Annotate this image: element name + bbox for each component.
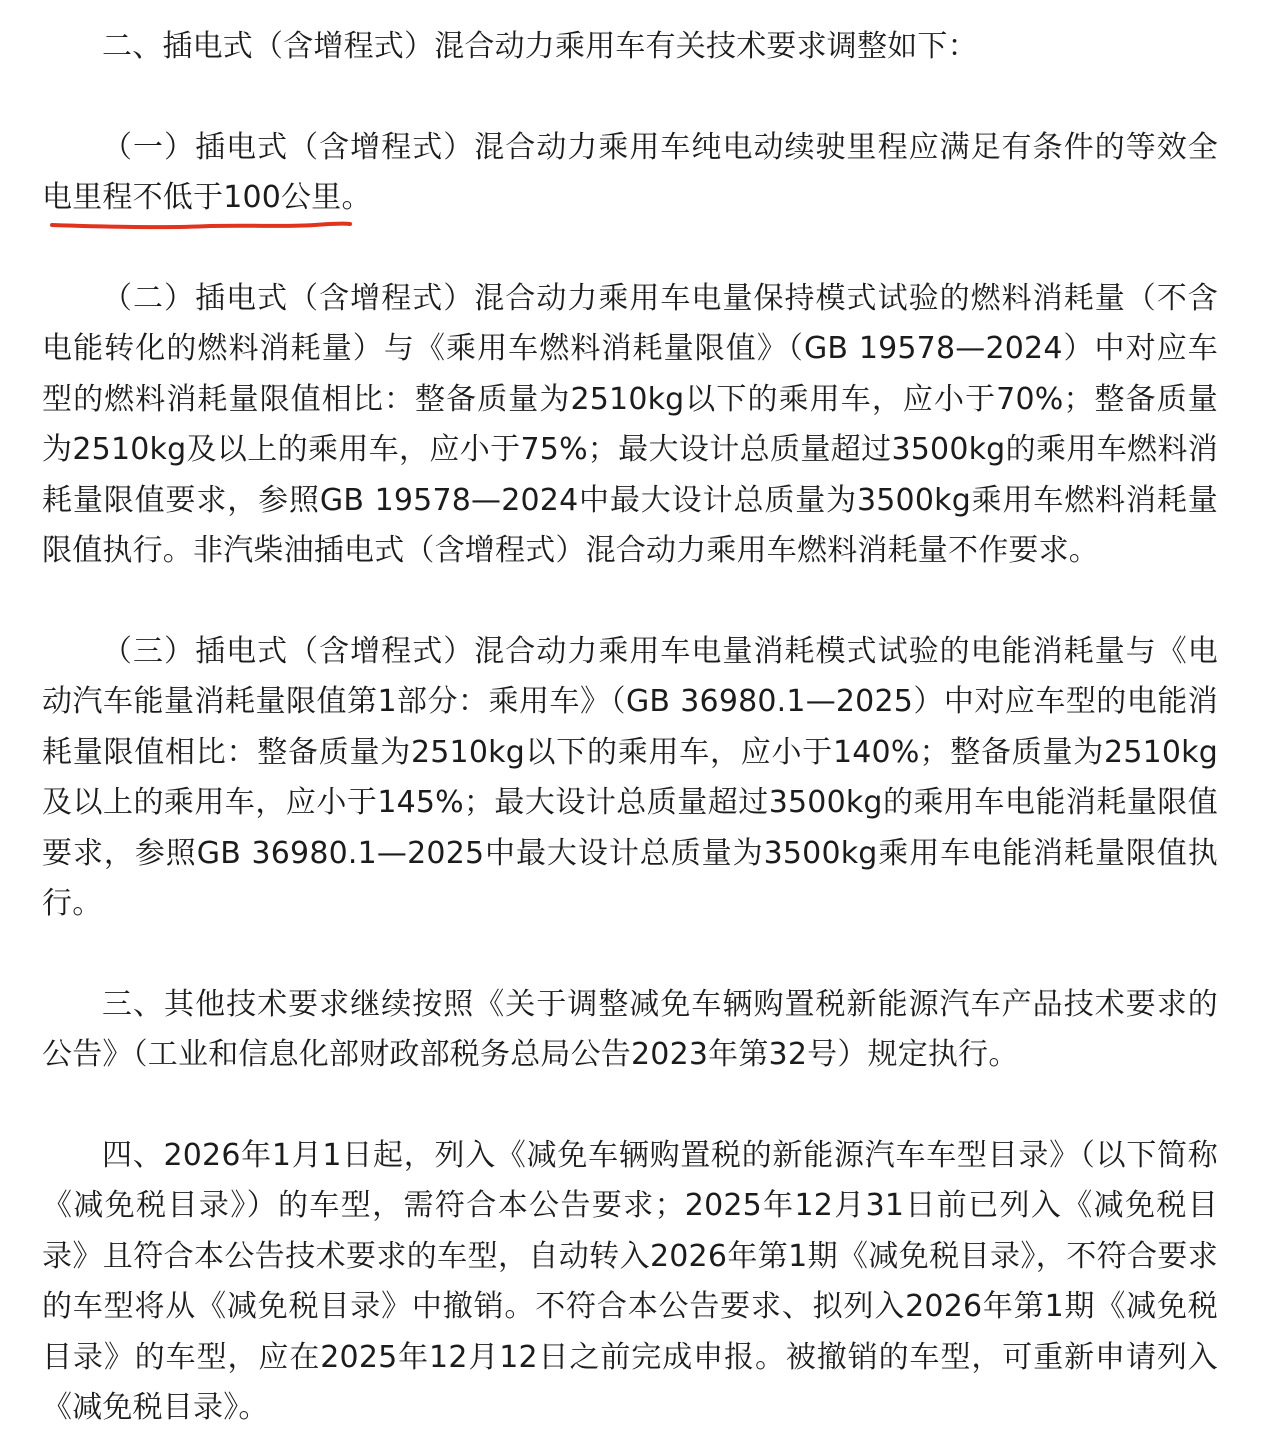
section-3: 三、其他技术要求继续按照《关于调整减免车辆购置税新能源汽车产品技术要求的公告》（工业和信息化部财政部税务总局公告2023年第32号）规定执行。 [42, 986, 1218, 1072]
document-body [42, 22, 1218, 1434]
section-2-heading: 二、插电式（含增程式）混合动力乘用车有关技术要求调整如下： [102, 29, 978, 64]
section-2-item-2: （二）插电式（含增程式）混合动力乘用车电量保持模式试验的燃料消耗量（不含电能转化的燃料消耗量）与《乘用车燃料消耗量限值》（GB 19578—2024）中对应车型的燃料消耗量限值相比：整备质量为2510kg以下的乘用车，应小于70%；整备质量为2510kg及以上的乘用车，应小于75%；最大设计总质量超过3500kg的乘用车燃料消耗量限值要求，参照GB 19578—2024中最大设计总质量为3500kg乘用车燃料消耗量限值执行。非汽柴油插电式（含增程式）混合动力乘用车燃料消耗量不作要求。 [42, 280, 1218, 568]
section-4: 四、2026年1月1日起，列入《减免车辆购置税的新能源汽车车型目录》（以下简称《减免税目录》）的车型，需符合本公告要求；2025年12月31日前已列入《减免税目录》且符合本公告技术要求的车型，自动转入2026年第1期《减免税目录》，不符合要求的车型将从《减免税目录》中撤销。不符合本公告要求、拟列入2026年第1期《减免税目录》的车型，应在2025年12月12日之前完成申报。被撤销的车型，可重新申请列入《减免税目录》。 [42, 1137, 1218, 1425]
section-2-item-1 [42, 123, 1218, 224]
section-2-item-1-text: （一）插电式（含增程式）混合动力乘用车纯电动续驶里程应满足有条件的等效全 [102, 129, 1218, 165]
highlighted-range-text: 电里程不低于100公里 [42, 180, 342, 215]
section-2-item-1-end: 。 [341, 180, 372, 215]
section-2-item-3: （三）插电式（含增程式）混合动力乘用车电量消耗模式试验的电能消耗量与《电动汽车能量消耗量限值第1部分：乘用车》（GB 36980.1—2025）中对应车型的电能消耗量限值相比：整备质量为2510kg以下的乘用车，应小于140%；整备质量为2510kg及以上的乘用车，应小于145%；最大设计总质量超过3500kg的乘用车电能消耗量限值要求，参照GB 36980.1—2025中最大设计总质量为3500kg乘用车电能消耗量限值执行。 [42, 633, 1218, 921]
